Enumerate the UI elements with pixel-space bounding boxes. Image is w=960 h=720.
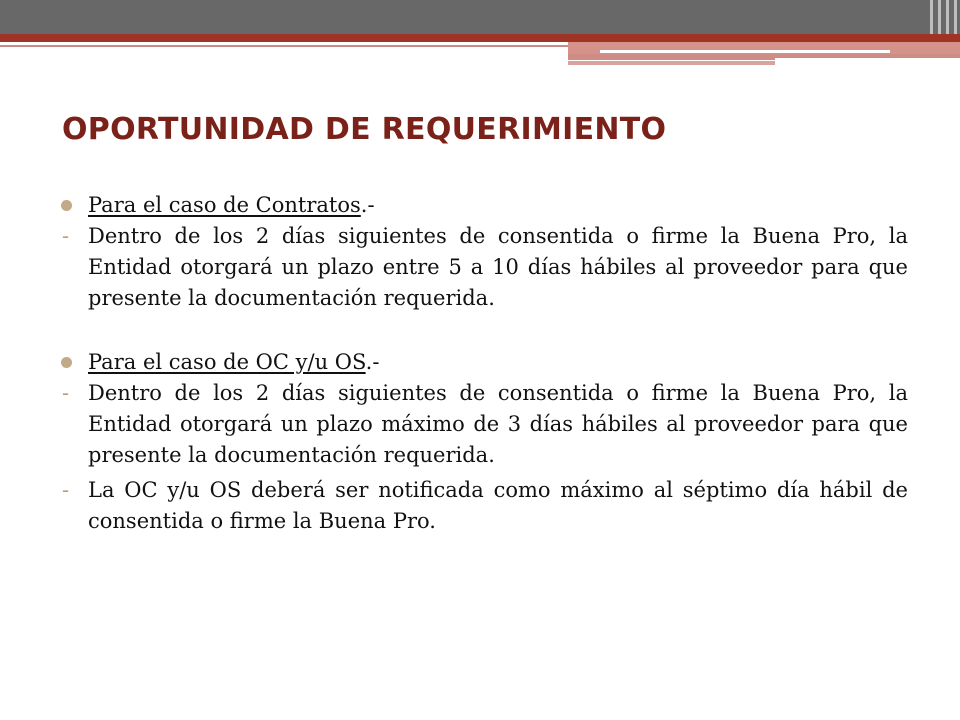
dash-marker: - (62, 381, 70, 405)
dash-marker: - (62, 478, 70, 502)
dash-marker: - (62, 224, 70, 248)
header-accent-divider (600, 50, 890, 53)
bullet-icon (61, 200, 72, 211)
slide-title: OPORTUNIDAD DE REQUERIMIENTO (62, 112, 667, 147)
list-item (60, 475, 908, 537)
list-item (60, 221, 908, 314)
header-accent-tail (568, 61, 775, 65)
header-accent-divider-lower (775, 58, 960, 61)
section-heading-suffix: .- (360, 193, 375, 217)
list-item-text: La OC y/u OS deberá ser notificada como máximo al séptimo día hábil de consentida o firme la Buena Pro. (88, 478, 908, 533)
section-heading-contratos (60, 190, 908, 221)
slide-body (60, 190, 908, 537)
header-red-bar (0, 34, 960, 42)
list-item-text: Dentro de los 2 días siguientes de consentida o firme la Buena Pro, la Entidad otorgará un plazo entre 5 a 10 días hábiles al proveedor para que presente la documentación requerida. (88, 224, 908, 310)
header-vertical-lines (926, 0, 960, 34)
section-heading-text: Para el caso de Contratos (88, 193, 361, 217)
section-heading-suffix: .- (365, 350, 380, 374)
header-pink-line (0, 45, 640, 47)
list-item (60, 378, 908, 471)
section-heading-text: Para el caso de OC y/u OS (88, 350, 366, 374)
section-heading-oc-os (60, 347, 908, 378)
bullet-icon (61, 357, 72, 368)
header-gray-bar (0, 0, 960, 34)
list-item-text: Dentro de los 2 días siguientes de consentida o firme la Buena Pro, la Entidad otorgará un plazo máximo de 3 días hábiles al proveedor para que presente la documentación requerida. (88, 381, 908, 467)
